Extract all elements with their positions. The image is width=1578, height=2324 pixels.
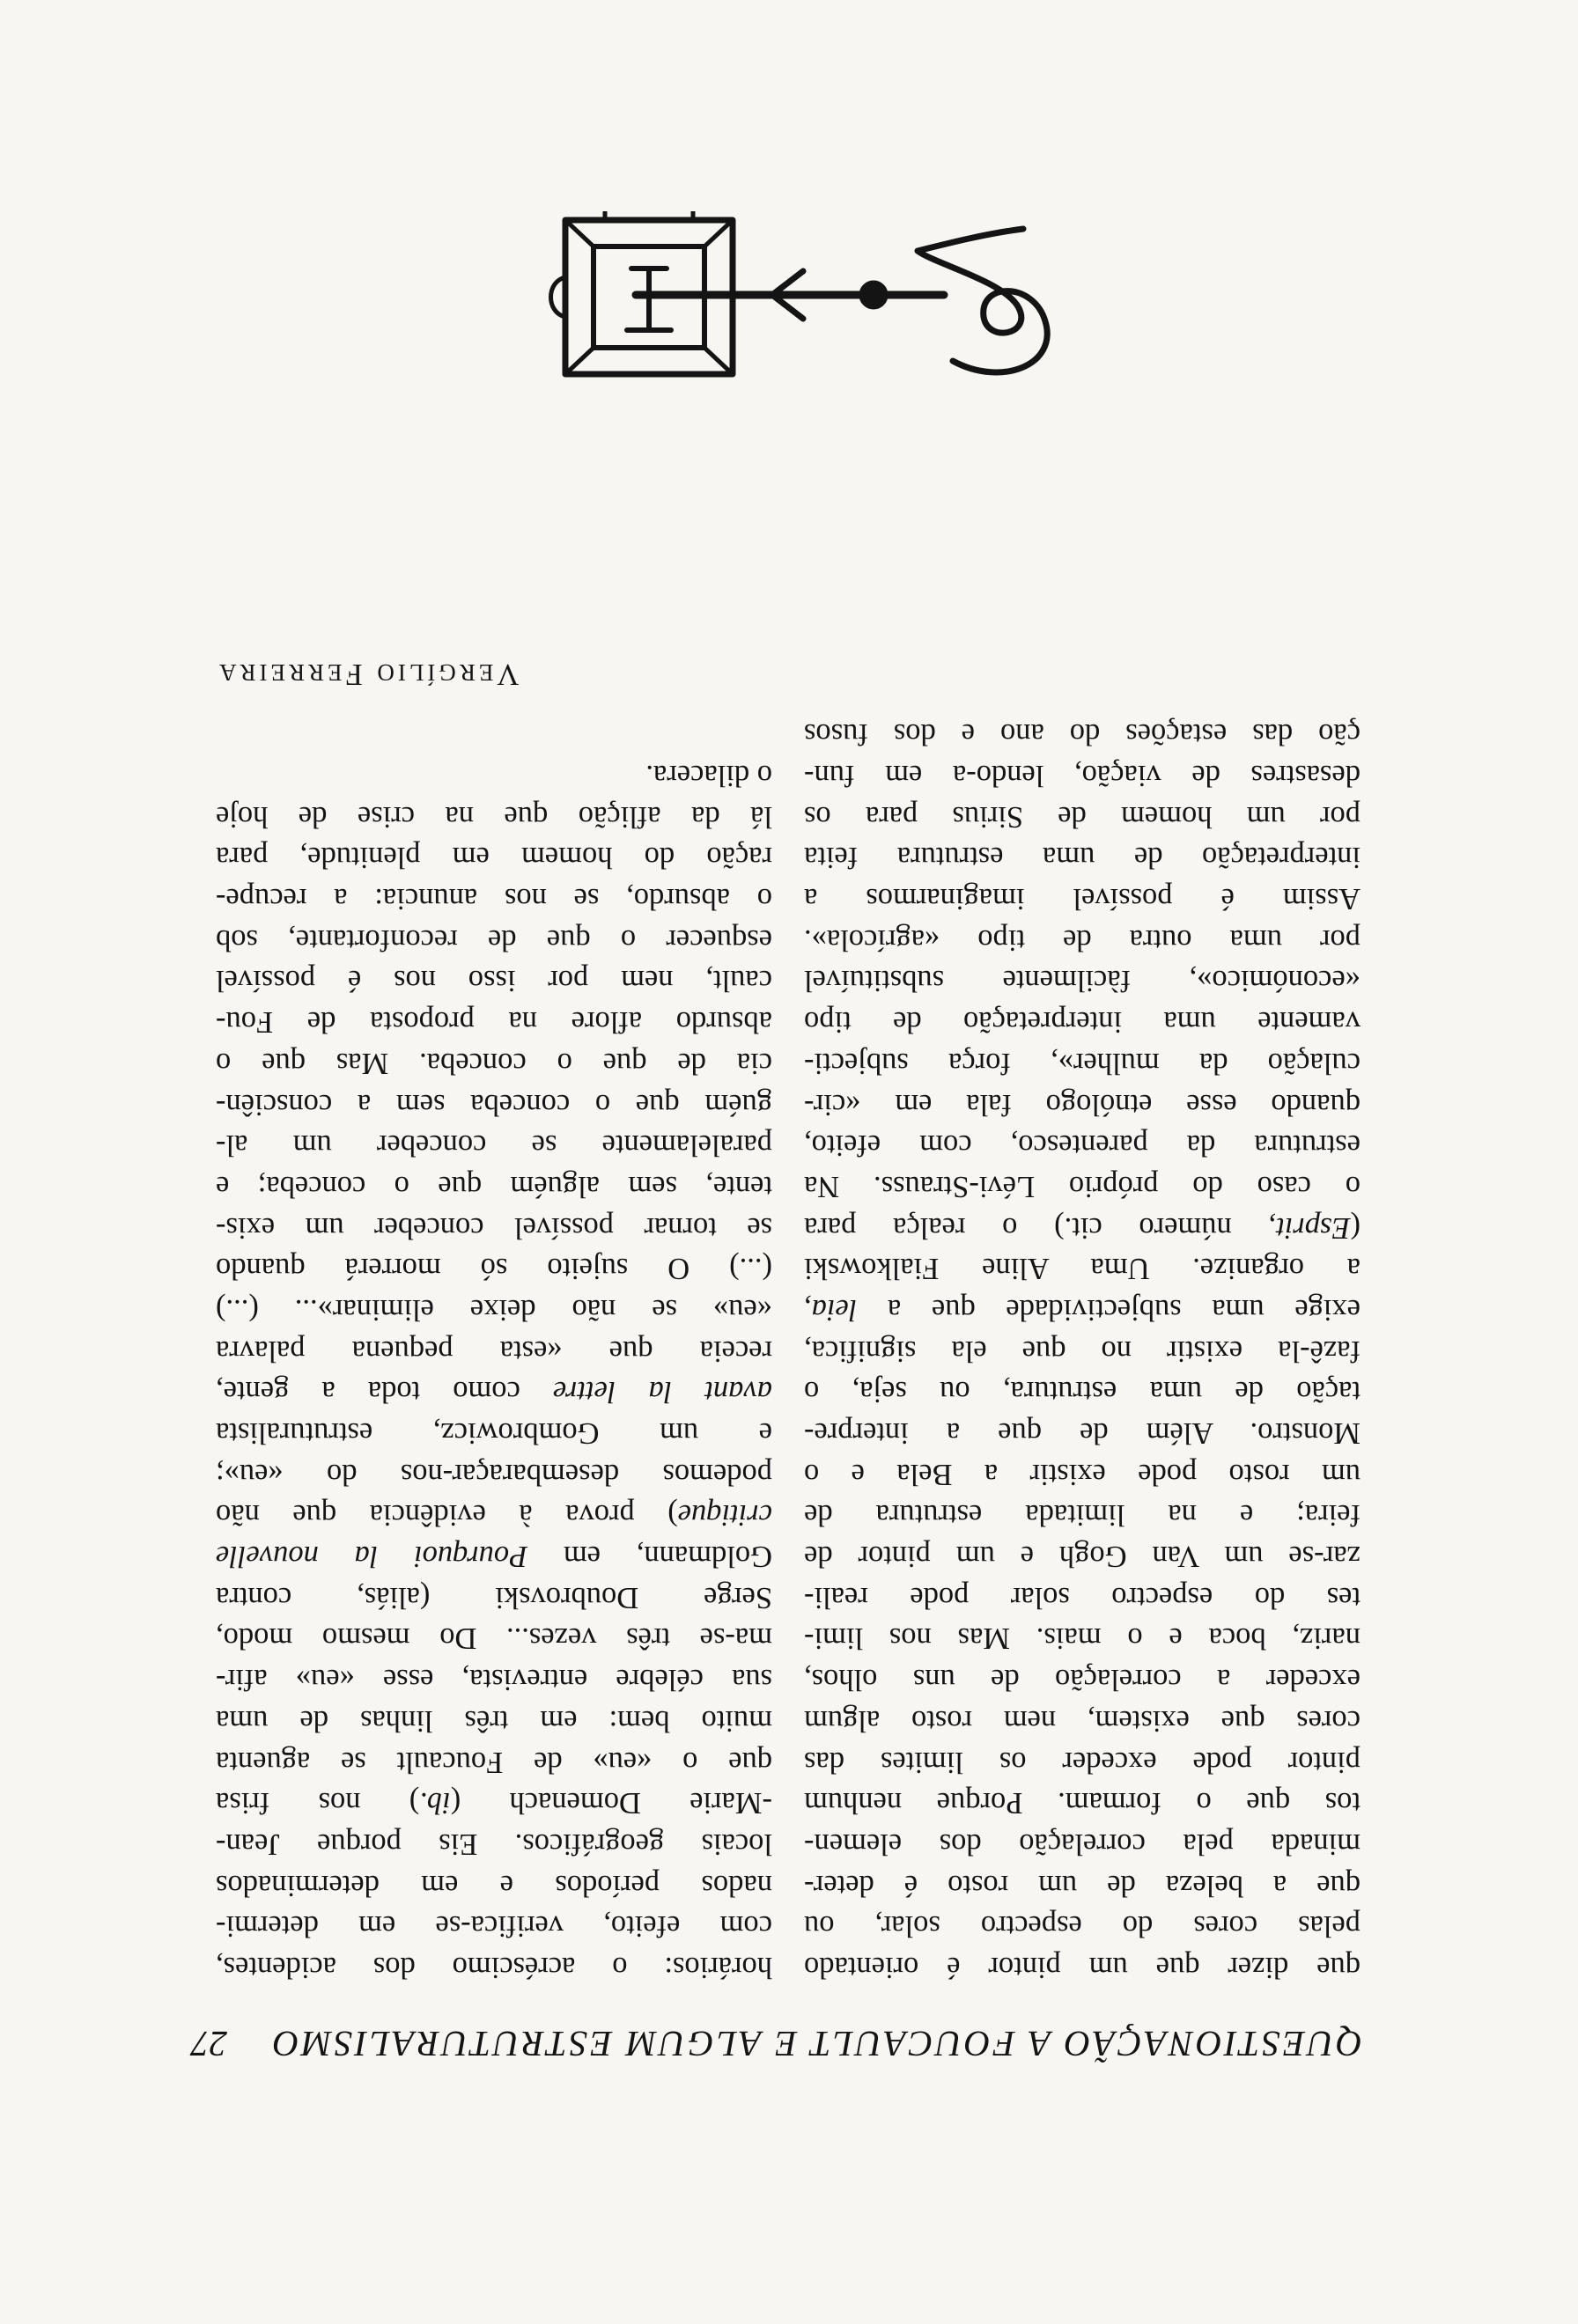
- text-line: Goldmann, em Pourquoi la nouvelle: [216, 1540, 772, 1574]
- text-line: nados períodos e em determinados: [216, 1868, 772, 1902]
- text-line: por um homem de Sirius para os: [804, 799, 1360, 834]
- left-text-column: [804, 714, 1360, 1988]
- text-line: cia de que o conceba. Mas que o: [216, 1046, 772, 1080]
- text-line: feira; e na limitada estrutura de: [804, 1498, 1360, 1533]
- text-line: ração do homem em plenitude, para: [216, 841, 772, 875]
- text-line: muito bem: em três linhas de uma: [216, 1703, 772, 1738]
- text-line: estrutura da parentesco, com efeito,: [804, 1129, 1360, 1163]
- text-line: Assim é possível imaginarmos a: [804, 882, 1360, 916]
- text-line: paralelamente se conceber um al-: [216, 1129, 772, 1163]
- text-line: um rosto pode existir a Bela e o: [804, 1457, 1360, 1491]
- text-line: guém que o conceba sem a consciên-: [216, 1087, 772, 1122]
- text-line: tes do espectro solar pode reali-: [804, 1580, 1360, 1614]
- text-line: se tornar possível conceber um exis-: [216, 1210, 772, 1245]
- page-header: [191, 2012, 1362, 2065]
- text-line: Serge Doubrovski (aliás, contra: [216, 1580, 772, 1614]
- text-line: culação da mulher», força subjecti-: [804, 1046, 1360, 1080]
- text-line: cault, nem por isso nos é possível: [216, 964, 772, 998]
- text-line: «económico», fàcilmente substituível: [804, 964, 1360, 998]
- text-line: que a beleza de um rosto é deter-: [804, 1868, 1360, 1902]
- text-line: locais geográficos. Eis porque Jean-: [216, 1827, 772, 1861]
- text-line: interpretação de uma estrutura feita: [804, 841, 1360, 875]
- text-line: que dizer que um pintor é orientado: [804, 1951, 1360, 1984]
- text-line: (...) O sujeito só morrerá quando: [216, 1252, 772, 1286]
- text-line: tente, sem alguém que o conceba; e: [216, 1169, 772, 1203]
- text-line: a organize. Uma Aline Fialkowski: [804, 1252, 1360, 1286]
- text-line: sua célebre entrevista, esse «eu» afir-: [216, 1663, 772, 1697]
- text-line: desastres de viação, lendo-a em fun-: [804, 759, 1360, 793]
- author-signature: [216, 657, 772, 691]
- text-line: exige uma subjectividade que a leia,: [804, 1293, 1360, 1327]
- text-line: ma-se três vezes... Do mesmo modo,: [216, 1622, 772, 1656]
- text-line: cores que existem, nem rosto algum: [804, 1703, 1360, 1738]
- text-line: ção das estações do ano e dos fusos: [804, 717, 1360, 752]
- signature-text: VERGÍLIO FERREIRA: [216, 658, 520, 691]
- text-line: quando esse etnólogo fala em «cir-: [804, 1087, 1360, 1122]
- text-line: zar-se um Van Gogh e um pintor de: [804, 1540, 1360, 1574]
- text-line: Monstro. Além de que a interpre-: [804, 1416, 1360, 1451]
- text-line: «eu» se não deixe eliminar»... (...): [216, 1293, 772, 1327]
- text-line: vamente uma interpretação de tipo: [804, 1005, 1360, 1040]
- text-line: -Marie Domenach (ib.) nos frisa: [216, 1786, 772, 1820]
- text-line: tos que o formam. Porque nenhum: [804, 1786, 1360, 1820]
- text-line: receia que «esta pequena palavra: [216, 1334, 772, 1368]
- text-line: fazê-la existir no que ela significa,: [804, 1334, 1360, 1368]
- text-line: tação de uma estrutura, ou seja, o: [804, 1375, 1360, 1409]
- right-text-column: [216, 754, 772, 1988]
- page-number: 27: [191, 2024, 227, 2064]
- key-ornament-icon: [539, 211, 1085, 414]
- text-line: lá da aflição que na crise de hoje: [216, 799, 772, 834]
- text-line: exceder a correlação de uns olhos,: [804, 1663, 1360, 1697]
- text-line: e um Gombrowicz, estruturalista: [216, 1416, 772, 1451]
- running-title: QUESTIONAÇÃO A FOUCAULT E ALGUM ESTRUTURALISMO: [269, 2024, 1362, 2064]
- text-line: que o «eu» de Foucault se aguenta: [216, 1745, 772, 1779]
- text-line: esquecer o que de reconfortante, sob: [216, 923, 772, 957]
- text-line: horários: o acréscimo dos acidentes,: [216, 1951, 772, 1984]
- text-line: avant la lettre como toda a gente,: [216, 1375, 772, 1409]
- text-line: podemos desembaraçar-nos do «eu»;: [216, 1457, 772, 1491]
- text-line: critique) prova à evidência que não: [216, 1498, 772, 1533]
- text-line: o dilacera.: [645, 759, 772, 793]
- text-line: nariz, boca e o mais. Mas nos limi-: [804, 1622, 1360, 1656]
- text-line: absurdo aflore na proposta de Fou-: [216, 1005, 772, 1040]
- text-line: o absurdo, se nos anuncia: a recupe-: [216, 882, 772, 916]
- text-line: por uma outra de tipo «agrícola».: [804, 923, 1360, 957]
- text-line: pintor pode exceder os limites das: [804, 1745, 1360, 1779]
- text-line: com efeito, verifica-se em determi-: [216, 1909, 772, 1944]
- text-line: pelas cores do espectro solar, ou: [804, 1909, 1360, 1944]
- text-line: (Esprit, número cit.) o realça para: [804, 1210, 1360, 1245]
- text-line: o caso do próprio Lévi-Strauss. Na: [804, 1169, 1360, 1203]
- text-line: minada pela correlação dos elemen-: [804, 1827, 1360, 1861]
